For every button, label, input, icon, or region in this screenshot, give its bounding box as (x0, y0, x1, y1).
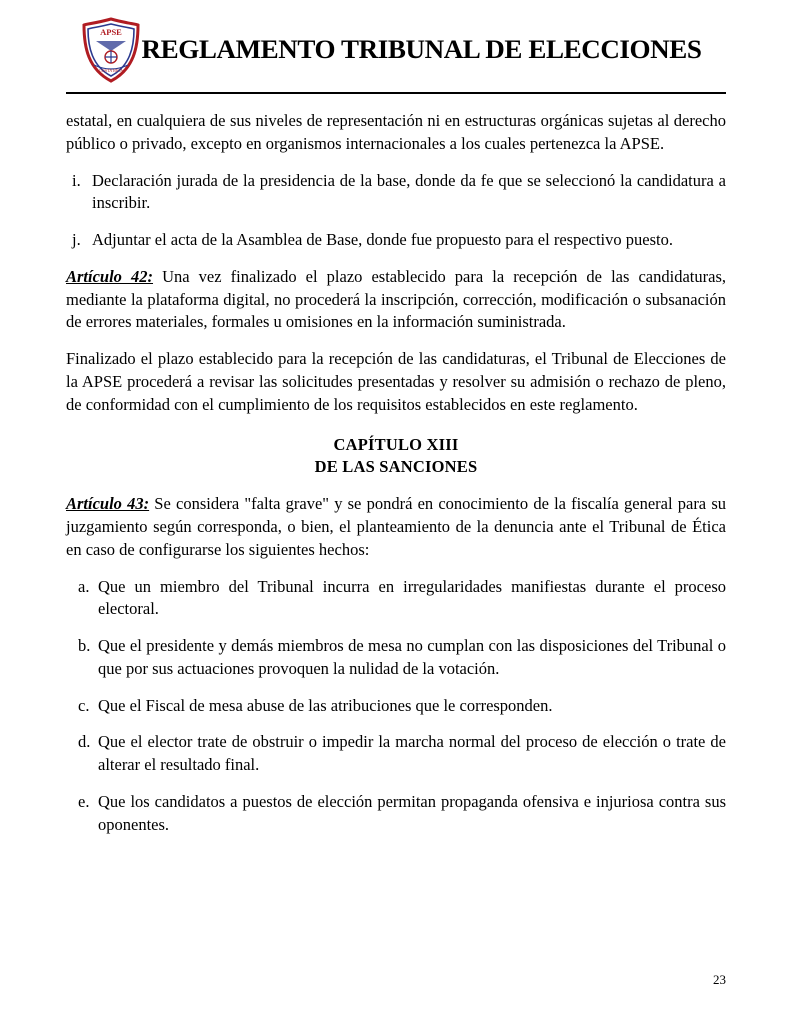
paragraph-after-article-42: Finalizado el plazo establecido para la recepción de las candidaturas, el Tribunal de Elecciones de la APSE procederá a revisar las solicitudes presentadas y resolver su admisión o rechazo de pleno, de conformidad con el cumplimiento de los requisitos establecidos en este reglamento. (66, 349, 726, 414)
header-divider (66, 92, 726, 94)
list-item-text: Que un miembro del Tribunal incurra en irregularidades manifiestas durante el proceso electoral. (98, 576, 726, 619)
article-43-paragraph (66, 493, 726, 561)
list-item-text: Que el Fiscal de mesa abuse de las atribuciones que le corresponden. (98, 695, 553, 715)
list-item-text: Que el elector trate de obstruir o impedir la marcha normal del proceso de elección o trate de alterar el resultado final. (98, 732, 726, 775)
list-item (66, 791, 726, 837)
list-item-marker: i. (72, 170, 81, 190)
list-item-text: Que el presidente y demás miembros de mesa no cumplan con las disposiciones del Tribunal o que por sus actuaciones provoquen la nulidad de la votación. (98, 636, 726, 678)
document-body (66, 110, 726, 836)
list-item-marker: c. (78, 695, 90, 715)
intro-paragraph: estatal, en cualquiera de sus niveles de representación ni en estructuras orgánicas sujetas al derecho público o privado, excepto en organismos internacionales a los cuales pertenezca la APSE. (66, 111, 726, 153)
article-42-label: Artículo 42: (66, 266, 154, 286)
list-item (66, 731, 726, 777)
chapter-number: CAPÍTULO XIII (333, 435, 459, 455)
svg-text:COSTA RICA: COSTA RICA (98, 68, 124, 73)
article-42-text: Una vez finalizado el plazo establecido para la recepción de las candidaturas, mediante la plataforma digital, no procederá la inscripción, corrección, modificación o subsanación de errores materiales, formales u omisiones en la información suministrada. (66, 266, 726, 332)
list-item (66, 576, 726, 622)
article-42-paragraph (66, 266, 726, 334)
document-header (66, 0, 726, 86)
page-number: 23 (713, 972, 726, 987)
page-title: REGLAMENTO TRIBUNAL DE ELECCIONES (141, 35, 702, 64)
list-item (66, 635, 726, 681)
svg-text:APSE: APSE (100, 27, 122, 37)
chapter-heading (66, 434, 726, 477)
list-item (66, 695, 726, 718)
list-item (66, 229, 726, 252)
list-item-marker: e. (78, 791, 90, 811)
list-item-marker: a. (78, 576, 90, 596)
article-43-label: Artículo 43: (66, 494, 150, 514)
list-item (66, 170, 726, 216)
article-43-text: Se considera "falta grave" y se pondrá en conocimiento de la fiscalía general para su juzgamiento según corresponda, o bien, el planteamiento de la denuncia ante el Tribunal de Ética en caso de configurarse los siguientes hechos: (66, 494, 726, 559)
chapter-title: DE LAS SANCIONES (314, 456, 478, 476)
list-item-text: Declaración jurada de la presidencia de la base, donde da fe que se seleccionó la candidatura a inscribir. (92, 170, 726, 213)
list-item-marker: b. (78, 636, 91, 656)
list-item-text: Adjuntar el acta de la Asamblea de Base, donde fue propuesto para el respectivo puesto. (92, 230, 673, 250)
list-item-text: Que los candidatos a puestos de elección permitan propaganda ofensiva e injuriosa contra sus oponentes. (98, 791, 726, 834)
list-item-marker: d. (78, 732, 91, 752)
list-item-marker: j. (72, 230, 81, 250)
